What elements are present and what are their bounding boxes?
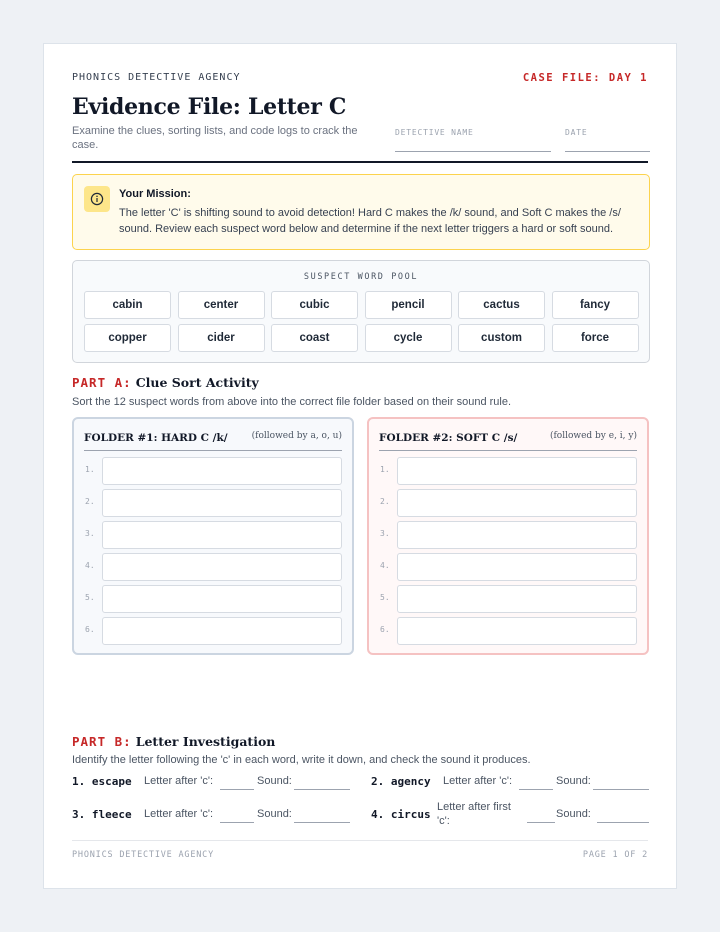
answer-slot[interactable] [397, 617, 637, 645]
word-card[interactable]: cycle [365, 324, 452, 352]
slot-number: 1. [380, 465, 390, 474]
footer-divider [72, 840, 648, 841]
word-card[interactable]: pencil [365, 291, 452, 319]
slot-number: 2. [85, 497, 95, 506]
date-field[interactable] [565, 122, 650, 152]
question-word: 1. escape [72, 775, 132, 788]
question-row [371, 800, 651, 830]
answer-slot[interactable] [102, 521, 342, 549]
answer-slot[interactable] [102, 617, 342, 645]
sound-blank[interactable] [593, 789, 649, 790]
slot-number: 3. [380, 529, 390, 538]
slot-number: 1. [85, 465, 95, 474]
part-a-heading [72, 375, 259, 390]
word-card[interactable]: cactus [458, 291, 545, 319]
case-file-label: CASE FILE: DAY 1 [522, 72, 648, 84]
part-b-title: Letter Investigation [135, 734, 276, 749]
header-divider [72, 161, 648, 163]
mission-callout [72, 174, 650, 250]
answer-slot[interactable] [102, 585, 342, 613]
answer-slot[interactable] [102, 457, 342, 485]
detective-name-field[interactable] [395, 122, 551, 152]
mission-text: The letter 'C' is shifting sound to avoid detection! Hard C makes the /k/ sound, and Soft C makes the /s/ sound. Review each suspect word below and determine if the next letter triggers a hard or soft sound. [119, 207, 621, 235]
question-word: 4. circus [371, 808, 431, 821]
letter-label: Letter after 'c': [144, 808, 214, 820]
letter-blank[interactable] [527, 822, 555, 823]
part-a-description: Sort the 12 suspect words from above into the correct file folder based on their sound rule. [72, 396, 512, 408]
sound-label: Sound: [556, 775, 591, 787]
letter-blank[interactable] [220, 789, 254, 790]
folder-hard-c [72, 417, 354, 655]
suspect-word-pool [72, 260, 650, 363]
part-a-title: Clue Sort Activity [135, 375, 259, 390]
word-card[interactable]: cabin [84, 291, 171, 319]
pool-title: SUSPECT WORD POOL [303, 272, 419, 282]
sound-blank[interactable] [294, 822, 350, 823]
question-word: 2. agency [371, 775, 431, 788]
sound-blank[interactable] [597, 822, 649, 823]
part-a-tag: PART A: [72, 375, 132, 390]
part-b-tag: PART B: [72, 734, 132, 749]
detective-name-label: DETECTIVE NAME [395, 128, 474, 137]
folder-hint: (followed by a, o, u) [251, 431, 342, 441]
word-card[interactable]: center [178, 291, 265, 319]
slot-number: 5. [380, 593, 390, 602]
sound-label: Sound: [257, 775, 292, 787]
word-card[interactable]: cubic [271, 291, 358, 319]
slot-number: 2. [380, 497, 390, 506]
word-grid [84, 291, 639, 352]
part-b-heading [72, 734, 275, 749]
page-number: PAGE 1 OF 2 [582, 850, 648, 860]
letter-label: Letter after 'c': [443, 775, 513, 787]
sound-blank[interactable] [294, 789, 350, 790]
slot-number: 3. [85, 529, 95, 538]
slot-number: 5. [85, 593, 95, 602]
slot-number: 4. [85, 561, 95, 570]
letter-blank[interactable] [519, 789, 553, 790]
answer-slot[interactable] [397, 489, 637, 517]
word-card[interactable]: custom [458, 324, 545, 352]
answer-slot[interactable] [397, 457, 637, 485]
page-title: Evidence File: Letter C [72, 94, 347, 120]
page-subtitle: Examine the clues, sorting lists, and code logs to crack the case. [72, 125, 358, 151]
sound-label: Sound: [257, 808, 292, 820]
mission-title: Your Mission: [119, 188, 191, 200]
sound-label: Sound: [556, 808, 591, 820]
date-label: DATE [565, 128, 588, 137]
answer-slot[interactable] [102, 489, 342, 517]
agency-name: PHONICS DETECTIVE AGENCY [72, 72, 241, 83]
worksheet-page [43, 43, 677, 889]
info-icon [84, 186, 110, 212]
word-card[interactable]: copper [84, 324, 171, 352]
folder-name: FOLDER #2: SOFT C /s/ [379, 432, 518, 444]
folder-name: FOLDER #1: HARD C /k/ [84, 432, 228, 444]
folder-hint: (followed by e, i, y) [549, 431, 637, 441]
folder-soft-c [367, 417, 649, 655]
question-row [72, 808, 352, 828]
folder-header [379, 429, 637, 451]
slot-number: 6. [380, 625, 390, 634]
question-word: 3. fleece [72, 808, 132, 821]
letter-blank[interactable] [220, 822, 254, 823]
word-card[interactable]: fancy [552, 291, 639, 319]
word-card[interactable]: coast [271, 324, 358, 352]
slot-number: 4. [380, 561, 390, 570]
question-row [371, 775, 651, 795]
slot-number: 6. [85, 625, 95, 634]
question-row [72, 775, 352, 795]
folder-header [84, 429, 342, 451]
answer-slot[interactable] [397, 521, 637, 549]
word-card[interactable]: cider [178, 324, 265, 352]
part-b-description: Identify the letter following the 'c' in each word, write it down, and check the sound it produces. [72, 754, 531, 766]
answer-slot[interactable] [397, 553, 637, 581]
word-card[interactable]: force [552, 324, 639, 352]
letter-label: Letter after first 'c': [437, 801, 511, 827]
answer-slot[interactable] [397, 585, 637, 613]
answer-slot[interactable] [102, 553, 342, 581]
letter-label: Letter after 'c': [144, 775, 214, 787]
footer-agency: PHONICS DETECTIVE AGENCY [72, 850, 215, 860]
